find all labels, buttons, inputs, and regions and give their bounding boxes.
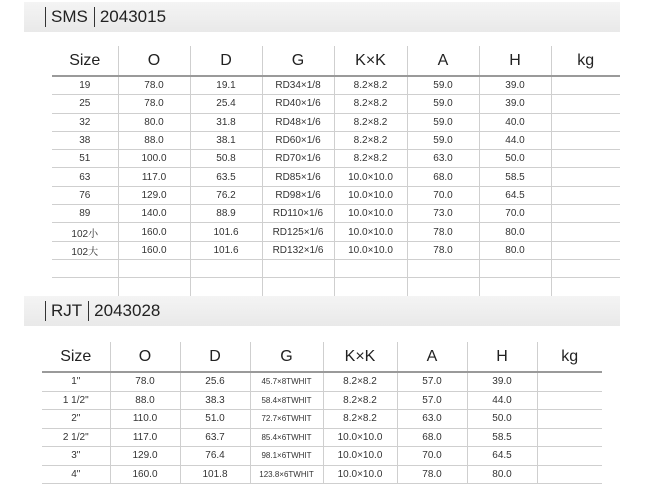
sms-header-cell: O <box>118 46 190 76</box>
table-cell: 72.7×6TWHIT <box>250 410 323 429</box>
table-cell: 63 <box>52 168 118 186</box>
table-cell: 50.8 <box>190 150 262 168</box>
table-cell: 78.0 <box>118 95 190 113</box>
table-cell: 88.0 <box>110 391 180 410</box>
divider <box>88 301 89 321</box>
table-cell <box>334 278 407 296</box>
table-cell: 70.0 <box>407 186 479 204</box>
table-cell: 117.0 <box>110 428 180 447</box>
table-cell <box>118 259 190 277</box>
table-cell: RD110×1/6 <box>262 205 334 223</box>
table-cell: 10.0×10.0 <box>334 223 407 241</box>
table-cell <box>334 259 407 277</box>
divider <box>94 7 95 27</box>
table-cell: 32 <box>52 113 118 131</box>
table-cell <box>262 259 334 277</box>
table-cell: 63.0 <box>407 150 479 168</box>
table-cell: 59.0 <box>407 131 479 149</box>
table-cell: 8.2×8.2 <box>334 131 407 149</box>
table-cell <box>407 278 479 296</box>
rjt-header-row <box>42 342 602 372</box>
table-cell <box>551 186 620 204</box>
table-row <box>52 113 620 131</box>
rjt-table-body <box>42 372 602 484</box>
sms-header-cell: Size <box>69 51 101 69</box>
table-cell: 19.1 <box>190 76 262 95</box>
table-cell: 129.0 <box>118 186 190 204</box>
table-cell: 31.8 <box>190 113 262 131</box>
table-cell <box>537 447 602 466</box>
table-cell: RD125×1/6 <box>262 223 334 241</box>
table-cell: RD48×1/6 <box>262 113 334 131</box>
table-cell <box>537 465 602 484</box>
table-cell <box>479 259 551 277</box>
table-cell: 39.0 <box>479 95 551 113</box>
rjt-header-cell: G <box>250 342 323 372</box>
sms-table-body <box>52 76 620 296</box>
table-cell: 44.0 <box>467 391 537 410</box>
table-cell: 160.0 <box>110 465 180 484</box>
table-cell: 160.0 <box>118 241 190 259</box>
table-cell <box>479 278 551 296</box>
table-cell: 59.0 <box>407 76 479 95</box>
table-cell: 50.0 <box>479 150 551 168</box>
sms-section-title <box>45 7 166 27</box>
table-cell: 78.0 <box>397 465 467 484</box>
table-cell: 129.0 <box>110 447 180 466</box>
table-cell <box>537 428 602 447</box>
table-cell: 80.0 <box>118 113 190 131</box>
table-cell: 78.0 <box>110 372 180 391</box>
table-cell: 80.0 <box>467 465 537 484</box>
divider <box>45 301 46 321</box>
table-cell: 70.0 <box>479 205 551 223</box>
table-cell <box>551 113 620 131</box>
table-cell: 38.1 <box>190 131 262 149</box>
table-cell: 8.2×8.2 <box>334 150 407 168</box>
rjt-header-cell: O <box>110 342 180 372</box>
table-cell: 10.0×10.0 <box>334 205 407 223</box>
table-cell: 10.0×10.0 <box>334 186 407 204</box>
table-cell: 85.4×6TWHIT <box>250 428 323 447</box>
table-row <box>52 150 620 168</box>
table-cell: 76.4 <box>180 447 250 466</box>
table-cell: 3" <box>42 447 110 466</box>
table-cell: 59.0 <box>407 113 479 131</box>
table-cell: 40.0 <box>479 113 551 131</box>
table-cell: 64.5 <box>479 186 551 204</box>
divider <box>45 7 46 27</box>
table-cell: 98.1×6TWHIT <box>250 447 323 466</box>
table-cell: 8.2×8.2 <box>334 113 407 131</box>
table-cell: 100.0 <box>118 150 190 168</box>
table-cell: 58.5 <box>467 428 537 447</box>
table-cell: 64.5 <box>467 447 537 466</box>
table-cell: 44.0 <box>479 131 551 149</box>
rjt-header-cell: Size <box>60 347 92 365</box>
sms-header-cell: A <box>407 46 479 76</box>
sms-header-row <box>52 46 620 76</box>
table-cell <box>551 241 620 259</box>
table-cell <box>118 278 190 296</box>
table-cell: 38 <box>52 131 118 149</box>
table-cell: 78.0 <box>407 241 479 259</box>
table-cell <box>537 391 602 410</box>
table-cell <box>551 205 620 223</box>
table-cell: RD40×1/6 <box>262 95 334 113</box>
table-cell <box>551 278 620 296</box>
table-row <box>52 259 620 277</box>
table-cell: 10.0×10.0 <box>323 428 397 447</box>
table-cell: 38.3 <box>180 391 250 410</box>
table-cell: 8.2×8.2 <box>323 410 397 429</box>
table-cell: 4" <box>42 465 110 484</box>
sms-header-cell: G <box>262 46 334 76</box>
table-cell <box>190 278 262 296</box>
table-cell: 80.0 <box>479 241 551 259</box>
table-cell: 88.9 <box>190 205 262 223</box>
sms-header-cell: H <box>479 46 551 76</box>
table-cell: 2 1/2" <box>42 428 110 447</box>
table-cell: 25.6 <box>180 372 250 391</box>
table-cell: 57.0 <box>397 391 467 410</box>
rjt-header-cell: A <box>397 342 467 372</box>
table-row <box>42 428 602 447</box>
table-cell: RD132×1/6 <box>262 241 334 259</box>
table-cell: RD98×1/6 <box>262 186 334 204</box>
table-cell: 80.0 <box>479 223 551 241</box>
table-cell: 10.0×10.0 <box>323 447 397 466</box>
table-cell: 78.0 <box>118 76 190 95</box>
sms-header-cell: K×K <box>334 46 407 76</box>
table-cell: 68.0 <box>407 168 479 186</box>
table-cell: 59.0 <box>407 95 479 113</box>
table-cell <box>551 223 620 241</box>
table-cell <box>262 278 334 296</box>
table-cell: 1 1/2" <box>42 391 110 410</box>
table-row <box>42 391 602 410</box>
table-cell: 8.2×8.2 <box>323 372 397 391</box>
table-cell: 123.8×6TWHIT <box>250 465 323 484</box>
table-cell: 102小 <box>52 223 118 241</box>
table-cell: 110.0 <box>110 410 180 429</box>
table-cell <box>190 259 262 277</box>
table-cell <box>551 76 620 95</box>
table-cell <box>537 410 602 429</box>
table-cell <box>551 131 620 149</box>
table-row <box>52 131 620 149</box>
table-cell: 8.2×8.2 <box>323 391 397 410</box>
table-cell: RD70×1/6 <box>262 150 334 168</box>
table-cell: 78.0 <box>407 223 479 241</box>
table-row <box>52 223 620 241</box>
table-cell: 117.0 <box>118 168 190 186</box>
table-cell: RD85×1/6 <box>262 168 334 186</box>
table-row <box>42 372 602 391</box>
table-row <box>42 447 602 466</box>
table-cell: RD60×1/6 <box>262 131 334 149</box>
table-cell: 63.0 <box>397 410 467 429</box>
table-cell: 45.7×8TWHIT <box>250 372 323 391</box>
table-cell: 63.7 <box>180 428 250 447</box>
table-cell: 73.0 <box>407 205 479 223</box>
table-cell <box>551 150 620 168</box>
table-cell <box>551 259 620 277</box>
table-cell: 68.0 <box>397 428 467 447</box>
table-cell: 39.0 <box>479 76 551 95</box>
table-row <box>52 205 620 223</box>
table-cell: RD34×1/8 <box>262 76 334 95</box>
table-cell: 63.5 <box>190 168 262 186</box>
table-cell: 101.6 <box>190 241 262 259</box>
rjt-header-cell: D <box>180 342 250 372</box>
table-cell: 88.0 <box>118 131 190 149</box>
table-row <box>42 465 602 484</box>
table-cell: 140.0 <box>118 205 190 223</box>
table-row <box>52 186 620 204</box>
table-cell <box>407 259 479 277</box>
table-cell: 102大 <box>52 241 118 259</box>
sms-code: 2043015 <box>99 7 167 26</box>
table-cell: 160.0 <box>118 223 190 241</box>
rjt-header-cell: kg <box>537 342 602 372</box>
rjt-code: 2043028 <box>94 301 161 320</box>
table-row <box>52 241 620 259</box>
table-row <box>52 168 620 186</box>
rjt-section-title <box>45 301 160 321</box>
table-row <box>52 278 620 296</box>
table-row <box>42 410 602 429</box>
table-cell <box>537 372 602 391</box>
table-cell: 58.5 <box>479 168 551 186</box>
table-cell: 8.2×8.2 <box>334 95 407 113</box>
table-cell: 10.0×10.0 <box>334 241 407 259</box>
sms-spec-table <box>52 46 620 297</box>
table-cell: 70.0 <box>397 447 467 466</box>
table-cell: 19 <box>79 80 91 92</box>
sms-label: SMS <box>51 7 88 26</box>
table-cell: 50.0 <box>467 410 537 429</box>
table-row <box>52 76 620 95</box>
table-cell: 58.4×8TWHIT <box>250 391 323 410</box>
table-cell: 39.0 <box>467 372 537 391</box>
rjt-header-cell: K×K <box>323 342 397 372</box>
table-cell: 57.0 <box>397 372 467 391</box>
sms-header-cell: kg <box>551 46 620 76</box>
rjt-label: RJT <box>51 301 83 320</box>
table-cell: 76.2 <box>190 186 262 204</box>
table-cell: 51 <box>52 150 118 168</box>
sms-header-cell: D <box>190 46 262 76</box>
table-cell <box>551 95 620 113</box>
table-cell <box>551 168 620 186</box>
table-cell: 101.6 <box>190 223 262 241</box>
table-cell: 101.8 <box>180 465 250 484</box>
table-cell: 10.0×10.0 <box>334 168 407 186</box>
table-cell: 2" <box>42 410 110 429</box>
rjt-header-cell: H <box>467 342 537 372</box>
rjt-spec-table <box>42 342 602 484</box>
table-cell <box>52 259 118 277</box>
table-row <box>52 95 620 113</box>
table-cell: 76 <box>52 186 118 204</box>
table-cell <box>52 278 118 296</box>
table-cell: 8.2×8.2 <box>334 76 407 95</box>
table-cell: 1" <box>71 376 81 388</box>
table-cell: 51.0 <box>180 410 250 429</box>
table-cell: 25.4 <box>190 95 262 113</box>
table-cell: 25 <box>52 95 118 113</box>
table-cell: 89 <box>52 205 118 223</box>
table-cell: 10.0×10.0 <box>323 465 397 484</box>
